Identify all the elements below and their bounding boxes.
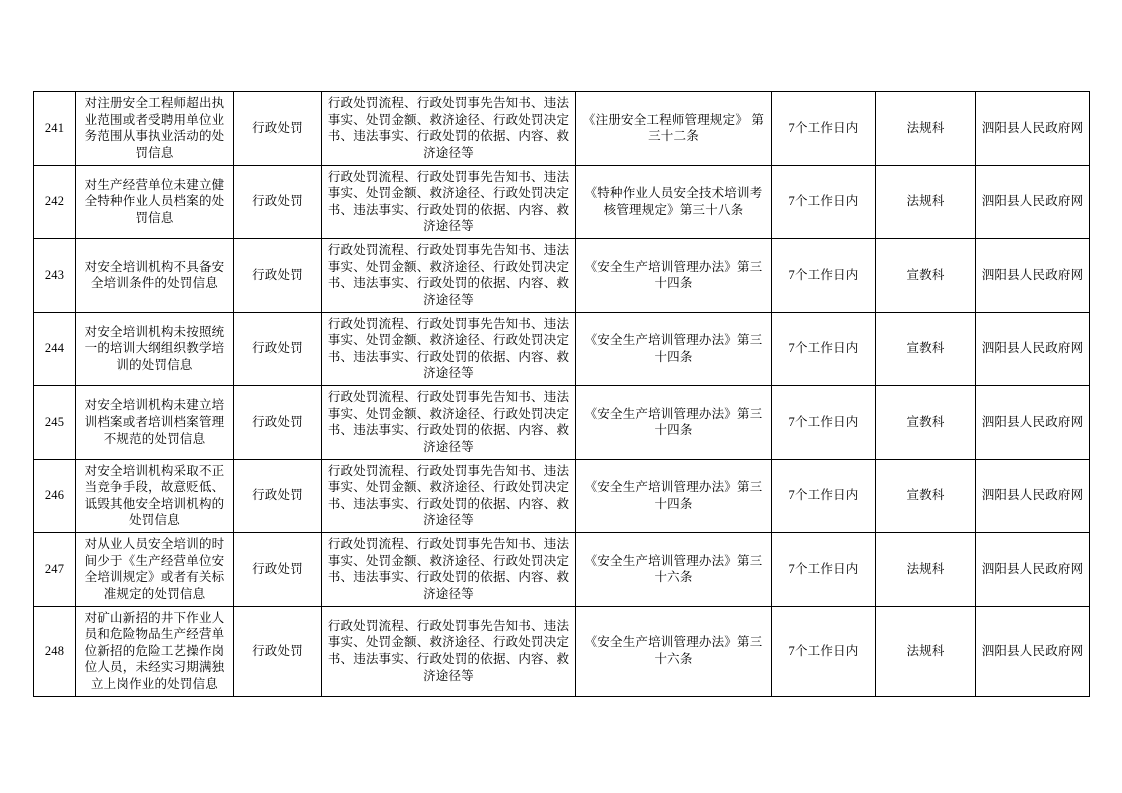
row-disclosure-platform: 泗阳县人民政府网 — [976, 606, 1090, 696]
row-responsible-department: 宣教科 — [876, 459, 976, 533]
row-legal-basis: 《安全生产培训管理办法》第三十四条 — [576, 459, 772, 533]
row-legal-basis: 《安全生产培训管理办法》第三十四条 — [576, 239, 772, 313]
row-item-name: 对安全培训机构不具备安全培训条件的处罚信息 — [76, 239, 234, 313]
row-disclosure-content: 行政处罚流程、行政处罚事先告知书、违法事实、处罚金额、救济途径、行政处罚决定书、违法事实、行政处罚的依据、内容、救济途径等 — [322, 239, 576, 313]
row-disclosure-content: 行政处罚流程、行政处罚事先告知书、违法事实、处罚金额、救济途径、行政处罚决定书、违法事实、行政处罚的依据、内容、救济途径等 — [322, 312, 576, 386]
row-item-type: 行政处罚 — [234, 312, 322, 386]
row-item-type: 行政处罚 — [234, 239, 322, 313]
row-legal-basis: 《注册安全工程师管理规定》 第三十二条 — [576, 92, 772, 166]
row-disclosure-deadline: 7个工作日内 — [772, 606, 876, 696]
table-body — [34, 92, 1090, 697]
row-responsible-department: 宣教科 — [876, 386, 976, 460]
row-disclosure-platform: 泗阳县人民政府网 — [976, 459, 1090, 533]
row-serial-number: 248 — [34, 606, 76, 696]
row-disclosure-content: 行政处罚流程、行政处罚事先告知书、违法事实、处罚金额、救济途径、行政处罚决定书、违法事实、行政处罚的依据、内容、救济途径等 — [322, 386, 576, 460]
row-item-type: 行政处罚 — [234, 606, 322, 696]
row-responsible-department: 法规科 — [876, 92, 976, 166]
table-row — [34, 312, 1090, 386]
row-item-type: 行政处罚 — [234, 533, 322, 607]
row-disclosure-platform: 泗阳县人民政府网 — [976, 386, 1090, 460]
row-disclosure-content: 行政处罚流程、行政处罚事先告知书、违法事实、处罚金额、救济途径、行政处罚决定书、违法事实、行政处罚的依据、内容、救济途径等 — [322, 533, 576, 607]
row-disclosure-deadline: 7个工作日内 — [772, 386, 876, 460]
row-legal-basis: 《安全生产培训管理办法》第三十四条 — [576, 386, 772, 460]
row-serial-number: 245 — [34, 386, 76, 460]
row-disclosure-deadline: 7个工作日内 — [772, 459, 876, 533]
row-disclosure-content: 行政处罚流程、行政处罚事先告知书、违法事实、处罚金额、救济途径、行政处罚决定书、违法事实、行政处罚的依据、内容、救济途径等 — [322, 606, 576, 696]
row-serial-number: 243 — [34, 239, 76, 313]
row-item-name: 对安全培训机构未建立培训档案或者培训档案管理不规范的处罚信息 — [76, 386, 234, 460]
row-disclosure-platform: 泗阳县人民政府网 — [976, 165, 1090, 239]
row-item-name: 对注册安全工程师超出执业范围或者受聘用单位业务范围从事执业活动的处罚信息 — [76, 92, 234, 166]
table-row — [34, 533, 1090, 607]
row-disclosure-content: 行政处罚流程、行政处罚事先告知书、违法事实、处罚金额、救济途径、行政处罚决定书、违法事实、行政处罚的依据、内容、救济途径等 — [322, 459, 576, 533]
row-legal-basis: 《安全生产培训管理办法》第三十六条 — [576, 606, 772, 696]
row-responsible-department: 法规科 — [876, 606, 976, 696]
row-disclosure-deadline: 7个工作日内 — [772, 92, 876, 166]
row-serial-number: 241 — [34, 92, 76, 166]
row-item-type: 行政处罚 — [234, 386, 322, 460]
table-row — [34, 239, 1090, 313]
row-responsible-department: 法规科 — [876, 165, 976, 239]
row-disclosure-platform: 泗阳县人民政府网 — [976, 92, 1090, 166]
row-serial-number: 246 — [34, 459, 76, 533]
row-responsible-department: 法规科 — [876, 533, 976, 607]
disclosure-items-table — [33, 91, 1090, 697]
table-row — [34, 606, 1090, 696]
row-item-type: 行政处罚 — [234, 459, 322, 533]
row-item-name: 对安全培训机构采取不正当竞争手段，故意贬低、诋毁其他安全培训机构的处罚信息 — [76, 459, 234, 533]
row-disclosure-deadline: 7个工作日内 — [772, 312, 876, 386]
row-item-name: 对从业人员安全培训的时间少于《生产经营单位安全培训规定》或者有关标准规定的处罚信息 — [76, 533, 234, 607]
row-disclosure-platform: 泗阳县人民政府网 — [976, 533, 1090, 607]
table-row — [34, 92, 1090, 166]
row-disclosure-content: 行政处罚流程、行政处罚事先告知书、违法事实、处罚金额、救济途径、行政处罚决定书、违法事实、行政处罚的依据、内容、救济途径等 — [322, 92, 576, 166]
row-item-name: 对矿山新招的井下作业人员和危险物品生产经营单位新招的危险工艺操作岗位人员，未经实习期满独立上岗作业的处罚信息 — [76, 606, 234, 696]
table-container — [33, 91, 1089, 697]
row-responsible-department: 宣教科 — [876, 312, 976, 386]
row-item-name: 对生产经营单位未建立健全特种作业人员档案的处罚信息 — [76, 165, 234, 239]
row-serial-number: 244 — [34, 312, 76, 386]
table-row — [34, 165, 1090, 239]
table-row — [34, 386, 1090, 460]
row-disclosure-content: 行政处罚流程、行政处罚事先告知书、违法事实、处罚金额、救济途径、行政处罚决定书、违法事实、行政处罚的依据、内容、救济途径等 — [322, 165, 576, 239]
row-disclosure-platform: 泗阳县人民政府网 — [976, 239, 1090, 313]
row-serial-number: 242 — [34, 165, 76, 239]
row-item-type: 行政处罚 — [234, 92, 322, 166]
row-legal-basis: 《安全生产培训管理办法》第三十四条 — [576, 312, 772, 386]
row-item-type: 行政处罚 — [234, 165, 322, 239]
row-disclosure-deadline: 7个工作日内 — [772, 533, 876, 607]
row-disclosure-deadline: 7个工作日内 — [772, 165, 876, 239]
row-disclosure-platform: 泗阳县人民政府网 — [976, 312, 1090, 386]
row-item-name: 对安全培训机构未按照统一的培训大纲组织教学培训的处罚信息 — [76, 312, 234, 386]
table-row — [34, 459, 1090, 533]
row-legal-basis: 《安全生产培训管理办法》第三十六条 — [576, 533, 772, 607]
row-responsible-department: 宣教科 — [876, 239, 976, 313]
row-disclosure-deadline: 7个工作日内 — [772, 239, 876, 313]
row-legal-basis: 《特种作业人员安全技术培训考核管理规定》第三十八条 — [576, 165, 772, 239]
row-serial-number: 247 — [34, 533, 76, 607]
